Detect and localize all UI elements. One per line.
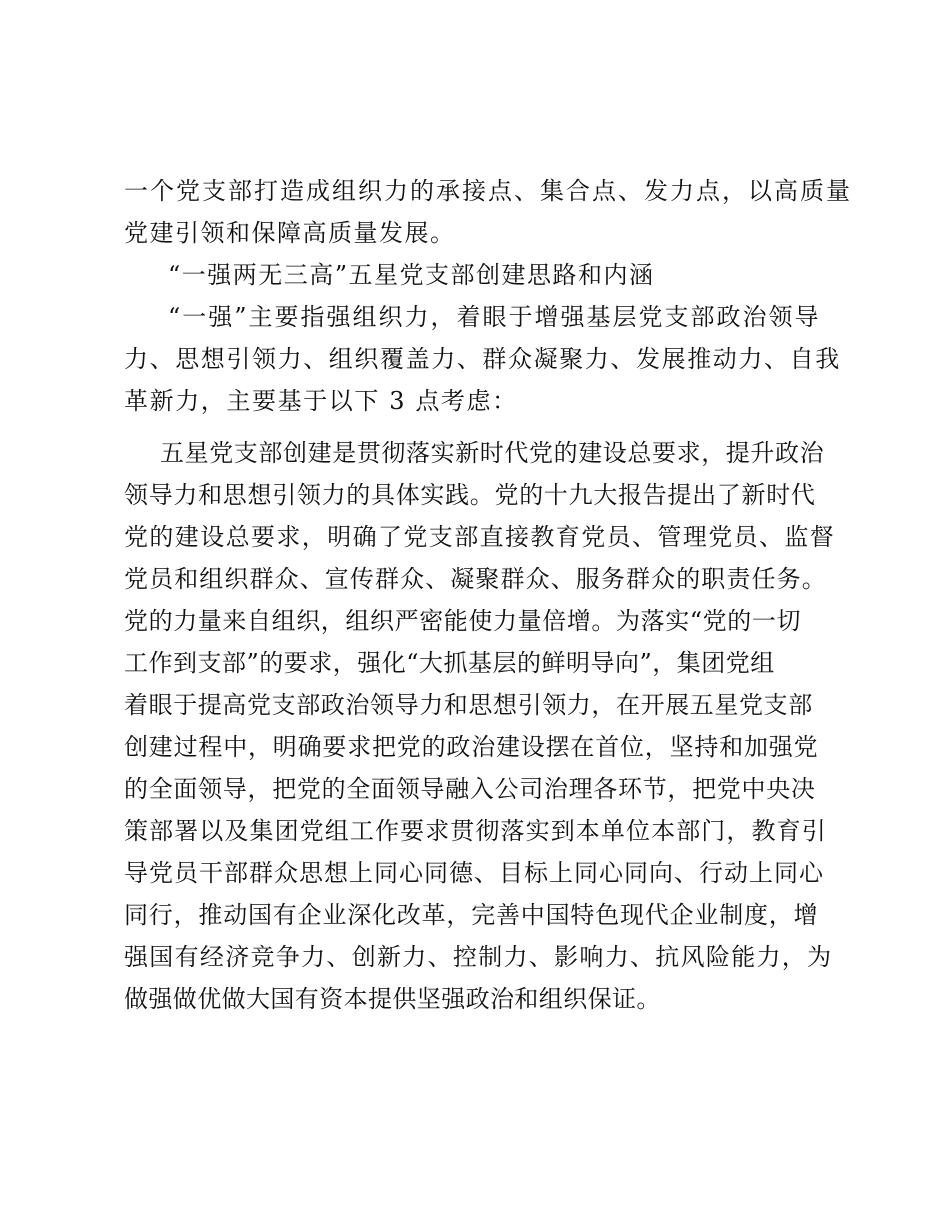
paragraph-line: 做强做优做大国有资本提供坚强政治和组织保证。: [124, 985, 661, 1013]
paragraph-line: 一个党支部打造成组织力的承接点、集合点、发力点，以高质量: [124, 177, 852, 205]
paragraph-line: 创建过程中，明确要求把党的政治建设摆在首位，坚持和加强党: [124, 733, 819, 761]
paragraph-line: 导党员干部群众思想上同心同德、目标上同心同向、行动上同心: [124, 859, 824, 887]
paragraph-line: “一强”主要指强组织力，着眼于增强基层党支部政治领导: [168, 303, 821, 331]
paragraph-line: 着眼于提高党支部政治领导力和思想引领力，在开展五星党支部: [124, 691, 813, 719]
paragraph-line: 的全面领导，把党的全面领导融入公司治理各环节，把党中央决: [124, 775, 816, 803]
section-heading: “一强两无三高”五星党支部创建思路和内涵: [168, 261, 655, 289]
paragraph-line: 党员和组织群众、宣传群众、凝聚群众、服务群众的职责任务。: [124, 565, 827, 593]
paragraph-line: 五星党支部创建是贯彻落实新时代党的建设总要求，提升政治: [160, 439, 825, 467]
paragraph-line: 同行，推动国有企业深化改革，完善中国特色现代企业制度，增: [124, 901, 819, 929]
paragraph-line: 工作到支部”的要求，强化“大抓基层的鲜明导向”，集团党组: [124, 649, 775, 677]
paragraph-line: 策部署以及集团党组工作要求贯彻落实到本单位本部门，教育引: [124, 817, 827, 845]
paragraph-line: 力、思想引领力、组织覆盖力、群众凝聚力、发展推动力、自我: [124, 345, 841, 373]
paragraph-line: 党的建设总要求，明确了党支部直接教育党员、管理党员、监督: [124, 523, 836, 551]
paragraph-line: 领导力和思想引领力的具体实践。党的十九大报告提出了新时代: [124, 481, 816, 509]
paragraph-line: 党的力量来自组织，组织严密能使力量倍增。为落实“党的一切: [124, 607, 802, 635]
paragraph-line: 强国有经济竞争力、创新力、控制力、影响力、抗风险能力，为: [124, 943, 833, 971]
paragraph-line: 党建引领和保障高质量发展。: [124, 219, 456, 247]
paragraph-line: 革新力，主要基于以下 3 点考虑：: [124, 387, 518, 415]
